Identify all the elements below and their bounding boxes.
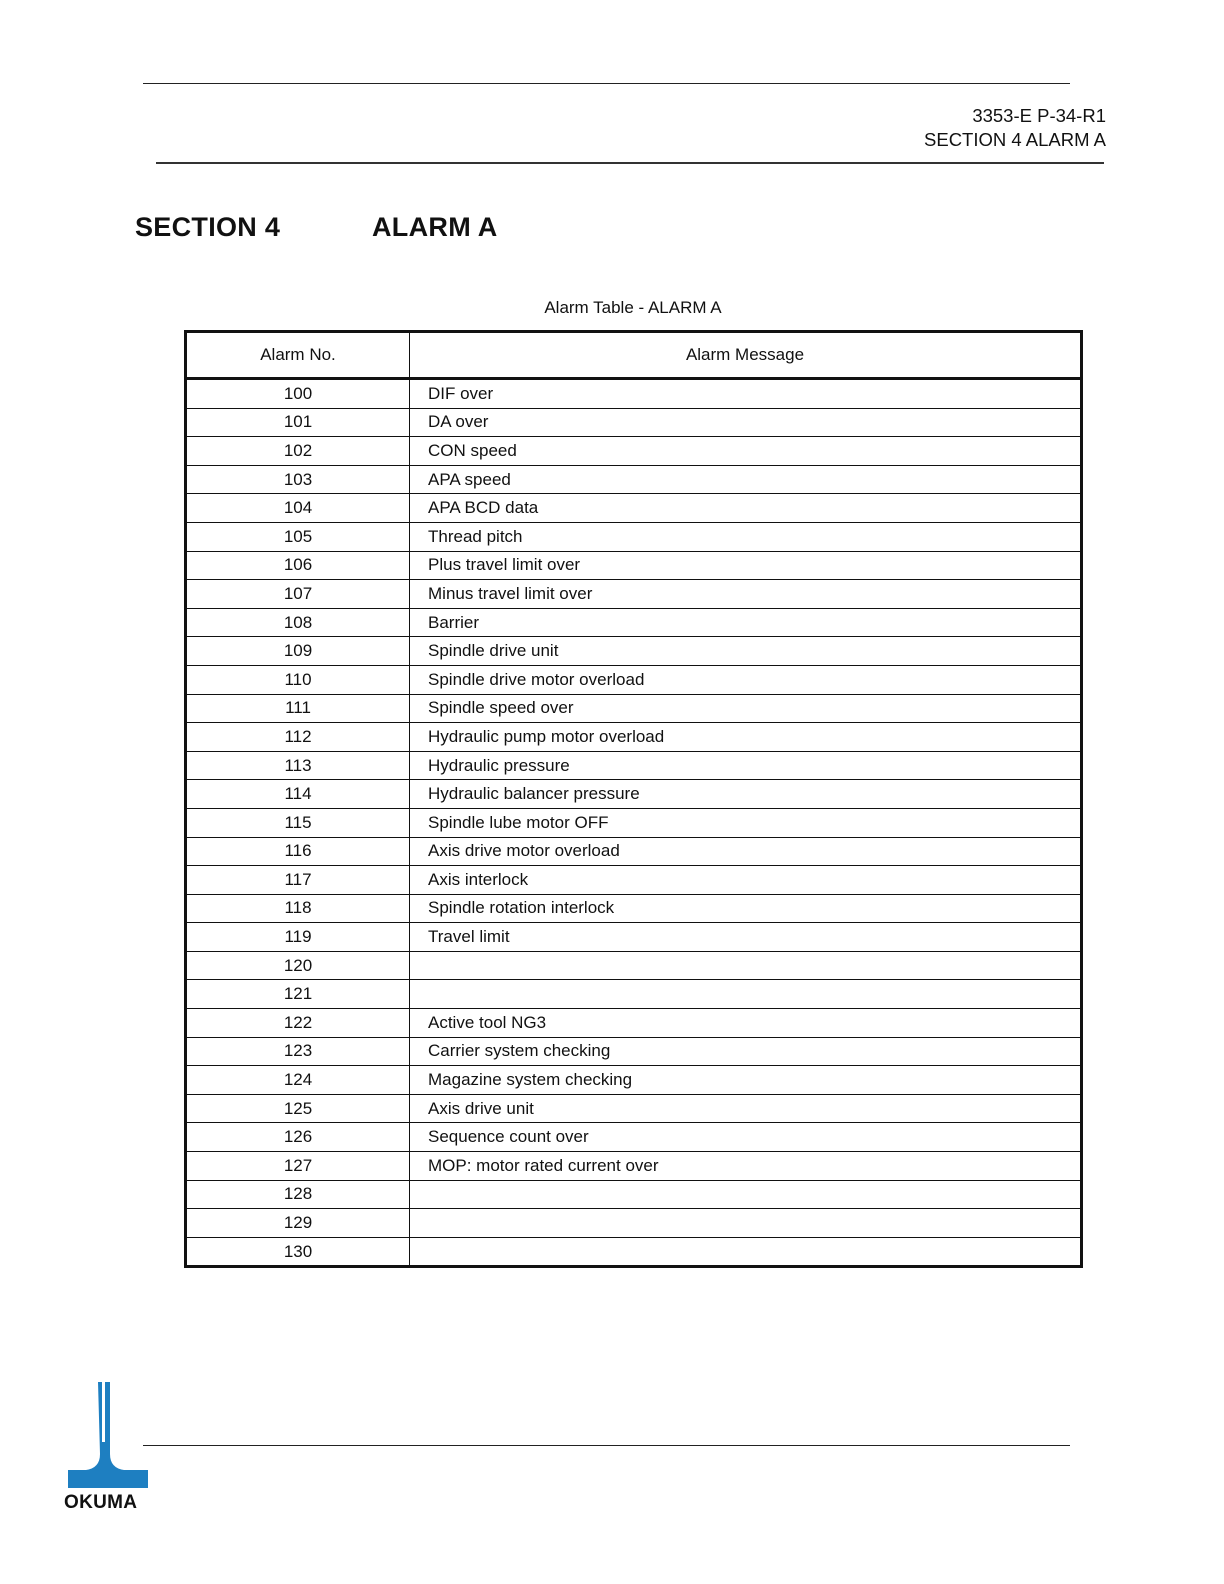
alarm-message: Travel limit bbox=[410, 923, 1082, 952]
table-row bbox=[186, 551, 1082, 580]
alarm-message: APA BCD data bbox=[410, 494, 1082, 523]
table-row bbox=[186, 980, 1082, 1009]
alarm-number: 123 bbox=[186, 1037, 410, 1066]
alarm-number: 107 bbox=[186, 580, 410, 609]
table-row bbox=[186, 837, 1082, 866]
alarm-message: Minus travel limit over bbox=[410, 580, 1082, 609]
alarm-message bbox=[410, 1180, 1082, 1209]
alarm-message bbox=[410, 951, 1082, 980]
alarm-message: APA speed bbox=[410, 465, 1082, 494]
alarm-message: Carrier system checking bbox=[410, 1037, 1082, 1066]
header-rule bbox=[156, 162, 1104, 164]
table-caption: Alarm Table - ALARM A bbox=[544, 298, 722, 317]
alarm-number: 129 bbox=[186, 1209, 410, 1238]
alarm-number: 104 bbox=[186, 494, 410, 523]
column-header-alarm-message: Alarm Message bbox=[410, 332, 1082, 379]
alarm-number: 109 bbox=[186, 637, 410, 666]
alarm-table-body bbox=[186, 379, 1082, 1267]
table-row bbox=[186, 608, 1082, 637]
alarm-number: 117 bbox=[186, 866, 410, 895]
alarm-message: Axis drive motor overload bbox=[410, 837, 1082, 866]
table-row bbox=[186, 665, 1082, 694]
table-row bbox=[186, 1123, 1082, 1152]
alarm-table bbox=[184, 330, 1083, 1268]
alarm-message: Hydraulic pump motor overload bbox=[410, 723, 1082, 752]
alarm-number: 103 bbox=[186, 465, 410, 494]
alarm-number: 100 bbox=[186, 379, 410, 409]
alarm-number: 115 bbox=[186, 808, 410, 837]
table-row bbox=[186, 1209, 1082, 1238]
alarm-message: Axis interlock bbox=[410, 866, 1082, 895]
alarm-message bbox=[410, 1237, 1082, 1267]
alarm-message: Spindle drive motor overload bbox=[410, 665, 1082, 694]
table-row bbox=[186, 408, 1082, 437]
alarm-number: 125 bbox=[186, 1094, 410, 1123]
table-row bbox=[186, 494, 1082, 523]
alarm-message: Thread pitch bbox=[410, 522, 1082, 551]
alarm-message: DIF over bbox=[410, 379, 1082, 409]
alarm-message: Spindle lube motor OFF bbox=[410, 808, 1082, 837]
table-row bbox=[186, 1066, 1082, 1095]
alarm-message: Hydraulic pressure bbox=[410, 751, 1082, 780]
alarm-number: 112 bbox=[186, 723, 410, 752]
table-row bbox=[186, 751, 1082, 780]
alarm-message: Barrier bbox=[410, 608, 1082, 637]
alarm-number: 105 bbox=[186, 522, 410, 551]
alarm-message: Spindle speed over bbox=[410, 694, 1082, 723]
table-row bbox=[186, 951, 1082, 980]
table-row bbox=[186, 923, 1082, 952]
doc-code: 3353-E P-34-R1 bbox=[972, 105, 1106, 126]
table-row bbox=[186, 465, 1082, 494]
alarm-message: Magazine system checking bbox=[410, 1066, 1082, 1095]
table-row bbox=[186, 637, 1082, 666]
header-section-line: SECTION 4 ALARM A bbox=[924, 129, 1106, 150]
table-row bbox=[186, 1237, 1082, 1267]
table-row bbox=[186, 437, 1082, 466]
alarm-message: Spindle drive unit bbox=[410, 637, 1082, 666]
alarm-number: 108 bbox=[186, 608, 410, 637]
alarm-number: 118 bbox=[186, 894, 410, 923]
alarm-number: 101 bbox=[186, 408, 410, 437]
alarm-message: Hydraulic balancer pressure bbox=[410, 780, 1082, 809]
column-header-alarm-no: Alarm No. bbox=[186, 332, 410, 379]
alarm-number: 122 bbox=[186, 1009, 410, 1038]
alarm-number: 114 bbox=[186, 780, 410, 809]
alarm-number: 116 bbox=[186, 837, 410, 866]
top-rule bbox=[143, 83, 1070, 84]
table-row bbox=[186, 808, 1082, 837]
table-row bbox=[186, 1180, 1082, 1209]
table-row bbox=[186, 1094, 1082, 1123]
alarm-number: 102 bbox=[186, 437, 410, 466]
table-row bbox=[186, 1037, 1082, 1066]
table-row bbox=[186, 1152, 1082, 1181]
alarm-number: 106 bbox=[186, 551, 410, 580]
alarm-message: Sequence count over bbox=[410, 1123, 1082, 1152]
alarm-message bbox=[410, 1209, 1082, 1238]
alarm-message: CON speed bbox=[410, 437, 1082, 466]
table-row bbox=[186, 780, 1082, 809]
okuma-logo-text: OKUMA bbox=[64, 1492, 138, 1513]
alarm-number: 111 bbox=[186, 694, 410, 723]
table-row bbox=[186, 379, 1082, 409]
alarm-message bbox=[410, 980, 1082, 1009]
section-title: ALARM A bbox=[372, 212, 498, 242]
table-row bbox=[186, 866, 1082, 895]
alarm-number: 110 bbox=[186, 665, 410, 694]
alarm-number: 127 bbox=[186, 1152, 410, 1181]
page-header bbox=[924, 104, 1106, 152]
alarm-number: 121 bbox=[186, 980, 410, 1009]
alarm-message: Plus travel limit over bbox=[410, 551, 1082, 580]
alarm-message: Active tool NG3 bbox=[410, 1009, 1082, 1038]
alarm-message: Axis drive unit bbox=[410, 1094, 1082, 1123]
table-row bbox=[186, 1009, 1082, 1038]
alarm-number: 119 bbox=[186, 923, 410, 952]
bottom-rule bbox=[143, 1445, 1070, 1446]
alarm-number: 130 bbox=[186, 1237, 410, 1267]
table-row bbox=[186, 522, 1082, 551]
alarm-number: 113 bbox=[186, 751, 410, 780]
alarm-message: DA over bbox=[410, 408, 1082, 437]
table-row bbox=[186, 694, 1082, 723]
alarm-message: MOP: motor rated current over bbox=[410, 1152, 1082, 1181]
table-row bbox=[186, 894, 1082, 923]
alarm-number: 126 bbox=[186, 1123, 410, 1152]
table-row bbox=[186, 723, 1082, 752]
alarm-number: 124 bbox=[186, 1066, 410, 1095]
alarm-number: 120 bbox=[186, 951, 410, 980]
alarm-number: 128 bbox=[186, 1180, 410, 1209]
table-row bbox=[186, 580, 1082, 609]
table-header-row bbox=[186, 332, 1082, 379]
section-number: SECTION 4 bbox=[135, 212, 281, 242]
alarm-message: Spindle rotation interlock bbox=[410, 894, 1082, 923]
